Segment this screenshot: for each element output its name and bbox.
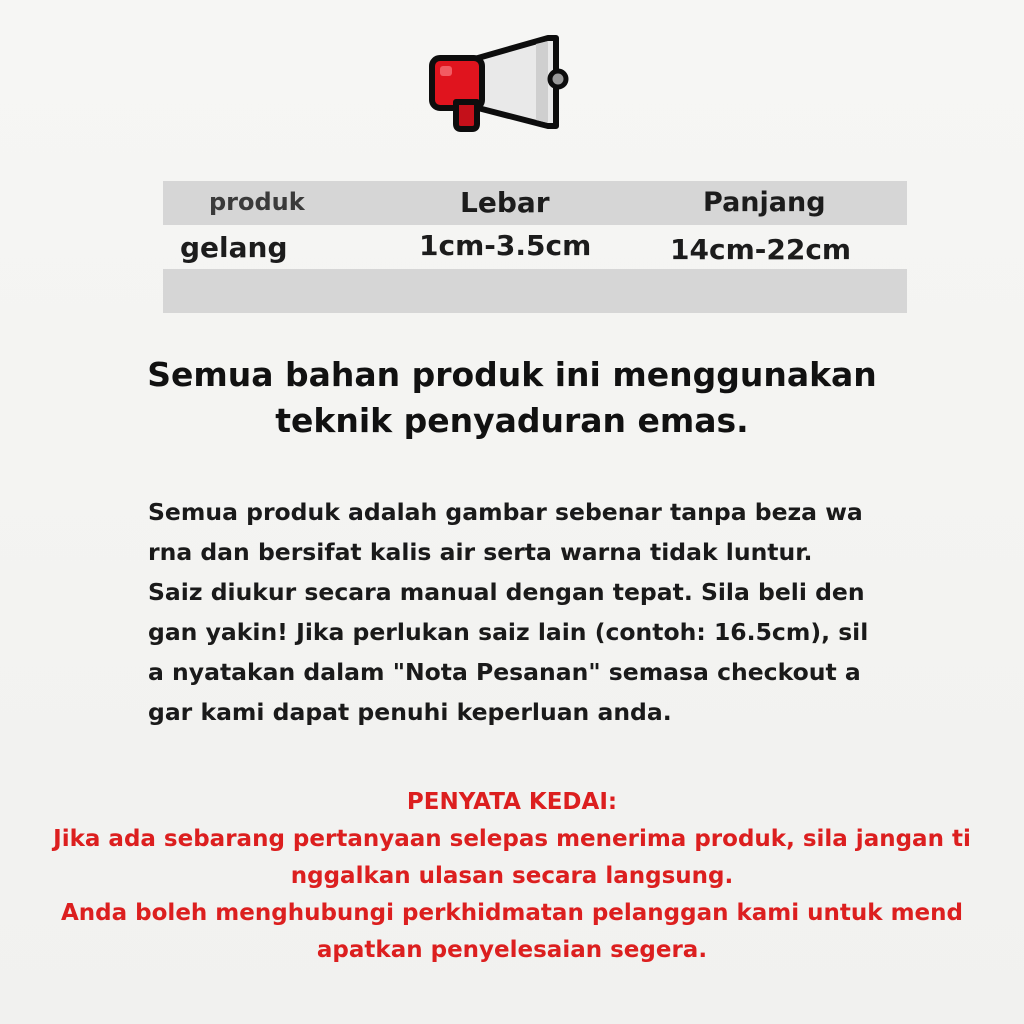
megaphone-icon [426,34,570,132]
cell-width: 1cm-3.5cm [419,229,592,262]
description-line: gar kami dapat penuhi keperluan anda. [148,698,672,726]
description-line: a nyatakan dalam "Nota Pesanan" semasa checkout a [148,658,861,686]
notice-title: PENYATA KEDAI: [406,789,618,815]
headline-line: Semua bahan produk ini menggunakan [147,355,877,394]
description [148,492,928,732]
table-footer-row [163,269,907,313]
header-lebar: Lebar [460,186,550,219]
notice-line: Jika ada sebarang pertanyaan selepas menerima produk, sila jangan ti [53,826,971,852]
description-line: Saiz diukur secara manual dengan tepat. Sila beli den [148,578,865,606]
description-line: Semua produk adalah gambar sebenar tanpa beza wa [148,498,863,526]
cell-length: 14cm-22cm [670,233,852,266]
notice-line: nggalkan ulasan secara langsung. [290,863,734,889]
shop-notice [0,784,1024,969]
headline [0,352,1024,444]
description-line: rna dan bersifat kalis air serta warna tidak luntur. [148,538,813,566]
header-produk: produk [209,188,305,216]
header-panjang: Panjang [703,187,826,218]
notice-line: apatkan penyelesaian segera. [316,937,708,963]
cell-product: gelang [180,231,288,264]
notice-line: Anda boleh menghubungi perkhidmatan pelanggan kami untuk mend [61,900,963,926]
headline-line: teknik penyaduran emas. [275,401,749,440]
description-line: gan yakin! Jika perlukan saiz lain (contoh: 16.5cm), sil [148,618,869,646]
size-table [163,181,907,313]
